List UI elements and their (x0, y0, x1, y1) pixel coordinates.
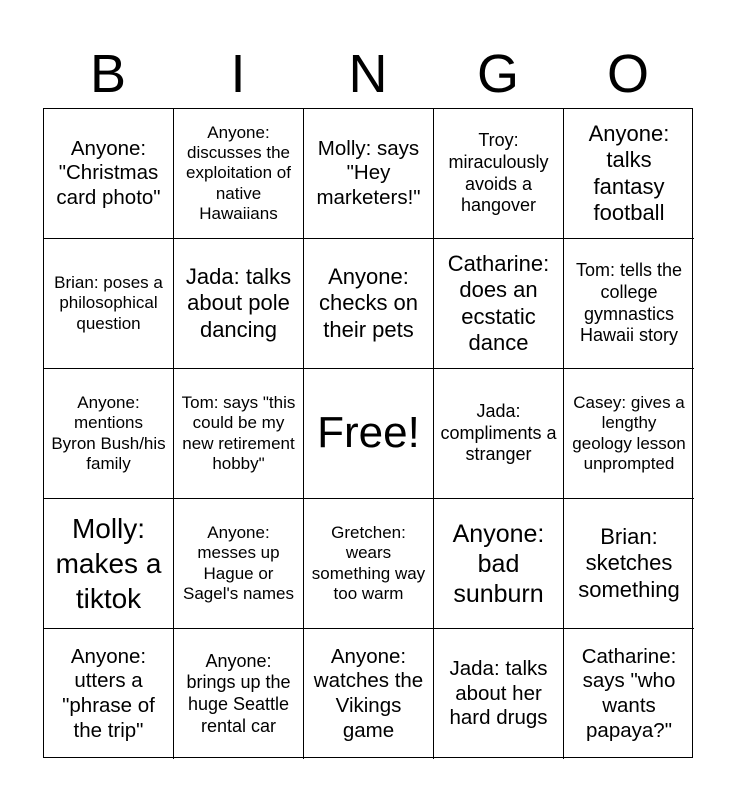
bingo-cell-r1c3[interactable] (304, 109, 434, 239)
header-letter-i: I (230, 44, 246, 104)
bingo-cell-r5c3[interactable] (304, 629, 434, 759)
bingo-cell-r2c2[interactable] (174, 239, 304, 369)
bingo-cell-r3c2[interactable] (174, 369, 304, 499)
bingo-cell-r4c5[interactable] (564, 499, 694, 629)
bingo-cell-text: Jada: talks about pole dancing (185, 263, 292, 342)
bingo-cell-text: Anyone: watches the Vikings game (313, 644, 424, 742)
bingo-cell-text: Anyone: messes up Hague or Sagel's names (183, 522, 294, 603)
header-letter-b: B (89, 44, 127, 104)
bingo-cell-text: Casey: gives a lengthy geology lesson unprompted (572, 392, 686, 473)
bingo-cell-text: Anyone: checks on their pets (318, 263, 419, 342)
bingo-cell-text: Anyone: "Christmas card photo" (56, 136, 161, 209)
free-space-text: Free! (317, 408, 420, 458)
bingo-cell-r3c1[interactable] (44, 369, 174, 499)
bingo-cell-r5c1[interactable] (44, 629, 174, 759)
header-letter-o: O (606, 44, 649, 104)
bingo-grid (43, 108, 693, 758)
header-letter-g: G (476, 44, 519, 104)
bingo-header (43, 40, 693, 108)
bingo-cell-text: Anyone: bad sunburn (452, 519, 545, 608)
bingo-cell-r5c2[interactable] (174, 629, 304, 759)
bingo-cell-free[interactable] (304, 369, 434, 499)
bingo-cell-text: Catharine: says "who wants papaya?" (581, 644, 677, 742)
bingo-cell-r2c3[interactable] (304, 239, 434, 369)
bingo-cell-r1c2[interactable] (174, 109, 304, 239)
bingo-cell-text: Troy: miraculously avoids a hangover (448, 130, 549, 216)
bingo-cell-text: Anyone: utters a "phrase of the trip" (62, 644, 155, 742)
bingo-cell-r4c2[interactable] (174, 499, 304, 629)
bingo-cell-r4c1[interactable] (44, 499, 174, 629)
bingo-cell-r2c5[interactable] (564, 239, 694, 369)
bingo-cell-text: Jada: talks about her hard drugs (449, 657, 548, 730)
bingo-cell-r1c5[interactable] (564, 109, 694, 239)
bingo-cell-r2c1[interactable] (44, 239, 174, 369)
bingo-cell-r3c4[interactable] (434, 369, 564, 499)
bingo-cell-r1c1[interactable] (44, 109, 174, 239)
bingo-cell-text: Molly: says "Hey marketers!" (316, 136, 421, 209)
bingo-cell-r5c4[interactable] (434, 629, 564, 759)
bingo-cell-text: Gretchen: wears something way too warm (311, 522, 426, 603)
header-letter-n: N (348, 44, 388, 104)
bingo-cell-r4c3[interactable] (304, 499, 434, 629)
bingo-cell-r4c4[interactable] (434, 499, 564, 629)
bingo-cell-text: Tom: tells the college gymnastics Hawaii story (575, 260, 683, 346)
bingo-cell-r5c5[interactable] (564, 629, 694, 759)
bingo-cell-r2c4[interactable] (434, 239, 564, 369)
bingo-cell-text: Anyone: brings up the huge Seattle rental car (186, 650, 291, 736)
bingo-cell-text: Anyone: mentions Byron Bush/his family (51, 392, 166, 473)
bingo-cell-text: Anyone: talks fantasy football (588, 120, 670, 225)
bingo-cell-text: Brian: poses a philosophical question (54, 272, 163, 333)
bingo-cell-text: Catharine: does an ecstatic dance (447, 250, 550, 355)
bingo-cell-r3c5[interactable] (564, 369, 694, 499)
bingo-cell-text: Tom: says "this could be my new retirement hobby" (181, 392, 296, 473)
bingo-cell-text: Brian: sketches something (578, 523, 680, 602)
bingo-cell-r1c4[interactable] (434, 109, 564, 239)
bingo-cell-text: Jada: compliments a stranger (440, 401, 557, 465)
bingo-cell-text: Anyone: discusses the exploitation of native Hawaiians (186, 122, 291, 224)
bingo-cell-text: Molly: makes a tiktok (55, 513, 162, 614)
